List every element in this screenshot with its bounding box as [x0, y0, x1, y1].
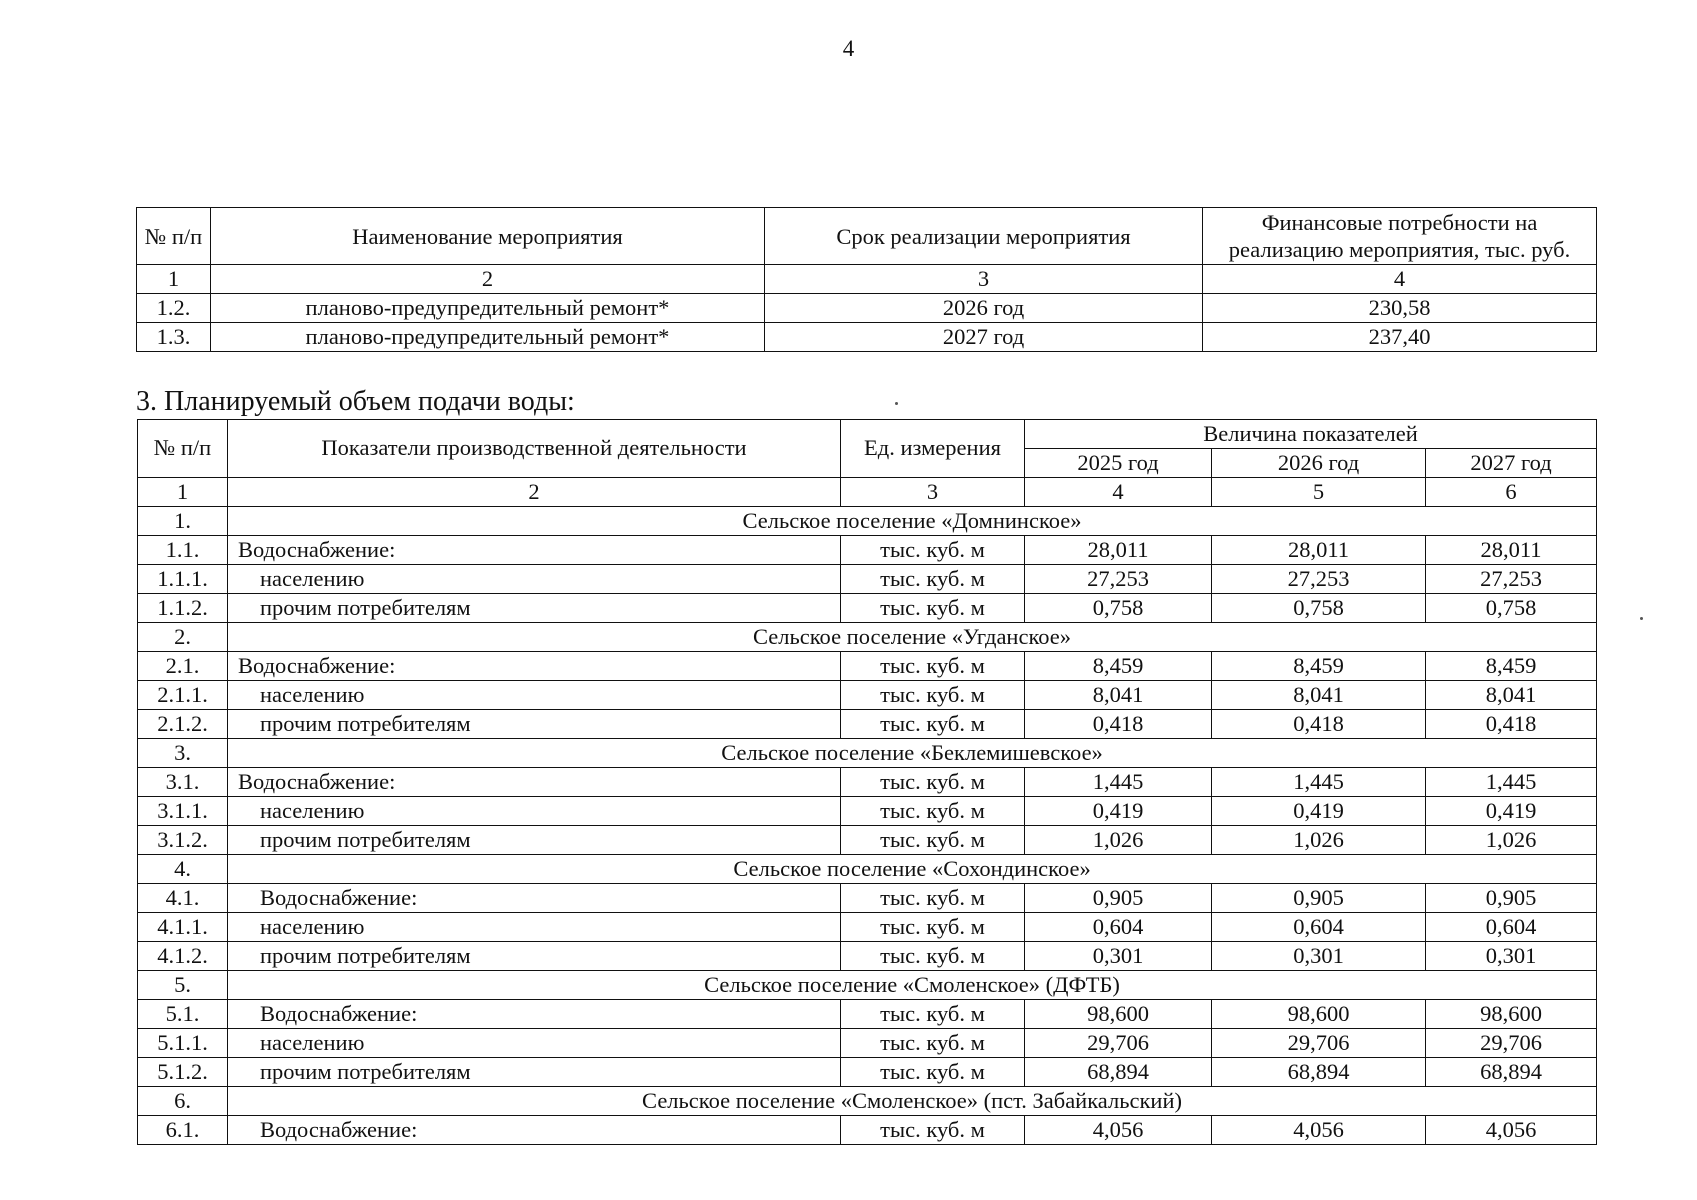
table-row — [138, 1116, 1597, 1145]
section-title-cell: Сельское поселение «Смоленское» (пст. Забайкальский) — [228, 1087, 1597, 1116]
table-row — [138, 768, 1597, 797]
header-unit: Ед. измерения — [841, 420, 1025, 478]
header-values-group: Величина показателей — [1025, 420, 1597, 449]
row-unit: тыс. куб. м — [841, 942, 1025, 971]
row-value-2025: 8,459 — [1025, 652, 1212, 681]
row-value-2026: 0,905 — [1212, 884, 1426, 913]
section-row — [138, 739, 1597, 768]
col-number: 4 — [1203, 265, 1597, 294]
row-value-2026: 1,445 — [1212, 768, 1426, 797]
row-value-2027: 28,011 — [1426, 536, 1597, 565]
row-term: 2026 год — [765, 294, 1203, 323]
row-unit: тыс. куб. м — [841, 681, 1025, 710]
row-value-2027: 4,056 — [1426, 1116, 1597, 1145]
row-name: планово-предупредительный ремонт* — [211, 323, 765, 352]
table-row — [138, 884, 1597, 913]
section-title-cell: Сельское поселение «Сохондинское» — [228, 855, 1597, 884]
row-num: 2. — [138, 623, 228, 652]
col-number: 1 — [137, 265, 211, 294]
scan-speck — [1640, 617, 1643, 620]
row-term: 2027 год — [765, 323, 1203, 352]
row-num: 1.2. — [137, 294, 211, 323]
section-row — [138, 1087, 1597, 1116]
row-unit: тыс. куб. м — [841, 710, 1025, 739]
table-row — [138, 536, 1597, 565]
header-num: № п/п — [138, 420, 228, 478]
row-label: прочим потребителям — [228, 594, 841, 623]
header-term: Срок реализации мероприятия — [765, 208, 1203, 265]
row-unit: тыс. куб. м — [841, 652, 1025, 681]
row-value-2027: 0,301 — [1426, 942, 1597, 971]
row-value-2026: 27,253 — [1212, 565, 1426, 594]
row-num: 3.1.2. — [138, 826, 228, 855]
water-supply-table — [137, 419, 1597, 1145]
scan-speck — [895, 402, 898, 405]
row-value-2027: 0,905 — [1426, 884, 1597, 913]
row-unit: тыс. куб. м — [841, 1116, 1025, 1145]
events-table-header — [137, 208, 1597, 265]
row-label: населению — [228, 565, 841, 594]
header-year: 2025 год — [1025, 449, 1212, 478]
row-value-2026: 0,301 — [1212, 942, 1426, 971]
row-num: 2.1. — [138, 652, 228, 681]
row-num: 1.1.1. — [138, 565, 228, 594]
row-label: населению — [228, 797, 841, 826]
row-value-2026: 8,459 — [1212, 652, 1426, 681]
row-unit: тыс. куб. м — [841, 565, 1025, 594]
row-num: 1.1. — [138, 536, 228, 565]
row-value-2027: 0,758 — [1426, 594, 1597, 623]
row-label: Водоснабжение: — [228, 652, 841, 681]
row-value-2025: 4,056 — [1025, 1116, 1212, 1145]
table-row — [138, 826, 1597, 855]
table-row — [138, 942, 1597, 971]
row-num: 3. — [138, 739, 228, 768]
row-value-2025: 0,905 — [1025, 884, 1212, 913]
row-value-2027: 1,445 — [1426, 768, 1597, 797]
table-row — [138, 1000, 1597, 1029]
events-table — [136, 207, 1597, 352]
row-value-2027: 1,026 — [1426, 826, 1597, 855]
row-value-2026: 0,419 — [1212, 797, 1426, 826]
section-title-cell: Сельское поселение «Смоленское» (ДФТБ) — [228, 971, 1597, 1000]
col-number: 4 — [1025, 478, 1212, 507]
section-row — [138, 855, 1597, 884]
section-title-cell: Сельское поселение «Угданское» — [228, 623, 1597, 652]
row-value-2026: 68,894 — [1212, 1058, 1426, 1087]
row-unit: тыс. куб. м — [841, 1029, 1025, 1058]
section-row — [138, 623, 1597, 652]
row-value-2027: 27,253 — [1426, 565, 1597, 594]
row-num: 4.1.2. — [138, 942, 228, 971]
table-row — [138, 1029, 1597, 1058]
table-row — [138, 1058, 1597, 1087]
row-value-2027: 68,894 — [1426, 1058, 1597, 1087]
row-value-2025: 98,600 — [1025, 1000, 1212, 1029]
row-label: Водоснабжение: — [228, 768, 841, 797]
col-number: 3 — [841, 478, 1025, 507]
row-num: 4. — [138, 855, 228, 884]
row-value-2025: 1,445 — [1025, 768, 1212, 797]
row-value-2025: 0,301 — [1025, 942, 1212, 971]
header-year: 2026 год — [1212, 449, 1426, 478]
water-table-body — [138, 507, 1597, 1145]
row-value-2025: 29,706 — [1025, 1029, 1212, 1058]
row-value-2025: 68,894 — [1025, 1058, 1212, 1087]
row-value-2026: 98,600 — [1212, 1000, 1426, 1029]
row-finance: 237,40 — [1203, 323, 1597, 352]
col-number: 2 — [211, 265, 765, 294]
header-finance: Финансовые потребности на реализацию мероприятия, тыс. руб. — [1203, 208, 1597, 265]
row-label: населению — [228, 681, 841, 710]
row-unit: тыс. куб. м — [841, 536, 1025, 565]
row-label: прочим потребителям — [228, 710, 841, 739]
row-num: 5.1. — [138, 1000, 228, 1029]
row-value-2027: 0,604 — [1426, 913, 1597, 942]
row-num: 2.1.1. — [138, 681, 228, 710]
table-row — [138, 681, 1597, 710]
table-row — [138, 565, 1597, 594]
section-title-cell: Сельское поселение «Беклемишевское» — [228, 739, 1597, 768]
row-num: 3.1. — [138, 768, 228, 797]
row-value-2026: 0,758 — [1212, 594, 1426, 623]
row-label: Водоснабжение: — [228, 1000, 841, 1029]
row-value-2026: 0,418 — [1212, 710, 1426, 739]
col-number: 6 — [1426, 478, 1597, 507]
row-value-2026: 4,056 — [1212, 1116, 1426, 1145]
row-value-2025: 0,419 — [1025, 797, 1212, 826]
row-num: 6. — [138, 1087, 228, 1116]
row-value-2027: 0,418 — [1426, 710, 1597, 739]
col-number: 5 — [1212, 478, 1426, 507]
row-num: 5.1.1. — [138, 1029, 228, 1058]
row-value-2026: 28,011 — [1212, 536, 1426, 565]
row-finance: 230,58 — [1203, 294, 1597, 323]
row-label: прочим потребителям — [228, 942, 841, 971]
row-value-2026: 0,604 — [1212, 913, 1426, 942]
row-num: 4.1.1. — [138, 913, 228, 942]
row-value-2025: 0,418 — [1025, 710, 1212, 739]
row-label: Водоснабжение: — [228, 536, 841, 565]
row-value-2027: 98,600 — [1426, 1000, 1597, 1029]
row-label: населению — [228, 913, 841, 942]
row-num: 1. — [138, 507, 228, 536]
section-title-cell: Сельское поселение «Домнинское» — [228, 507, 1597, 536]
header-year: 2027 год — [1426, 449, 1597, 478]
row-unit: тыс. куб. м — [841, 884, 1025, 913]
row-value-2027: 0,419 — [1426, 797, 1597, 826]
section-row — [138, 507, 1597, 536]
row-num: 2.1.2. — [138, 710, 228, 739]
water-table-col-numbers — [138, 478, 1597, 507]
col-number: 1 — [138, 478, 228, 507]
events-table-col-numbers — [137, 265, 1597, 294]
water-table-header — [138, 420, 1597, 449]
row-label: Водоснабжение: — [228, 1116, 841, 1145]
col-number: 2 — [228, 478, 841, 507]
row-value-2027: 29,706 — [1426, 1029, 1597, 1058]
header-num: № п/п — [137, 208, 211, 265]
row-label: Водоснабжение: — [228, 884, 841, 913]
table-row — [137, 294, 1597, 323]
row-name: планово-предупредительный ремонт* — [211, 294, 765, 323]
row-unit: тыс. куб. м — [841, 797, 1025, 826]
table-row — [138, 797, 1597, 826]
row-value-2025: 1,026 — [1025, 826, 1212, 855]
header-name: Наименование мероприятия — [211, 208, 765, 265]
row-value-2027: 8,459 — [1426, 652, 1597, 681]
row-value-2025: 8,041 — [1025, 681, 1212, 710]
row-num: 4.1. — [138, 884, 228, 913]
table-row — [138, 913, 1597, 942]
row-num: 1.3. — [137, 323, 211, 352]
row-value-2025: 28,011 — [1025, 536, 1212, 565]
row-value-2026: 8,041 — [1212, 681, 1426, 710]
row-label: населению — [228, 1029, 841, 1058]
row-value-2026: 1,026 — [1212, 826, 1426, 855]
table-row — [138, 652, 1597, 681]
table-row — [137, 323, 1597, 352]
row-label: прочим потребителям — [228, 1058, 841, 1087]
row-value-2026: 29,706 — [1212, 1029, 1426, 1058]
table-row — [138, 710, 1597, 739]
row-unit: тыс. куб. м — [841, 913, 1025, 942]
section-row — [138, 971, 1597, 1000]
header-indicator: Показатели производственной деятельности — [228, 420, 841, 478]
row-num: 5.1.2. — [138, 1058, 228, 1087]
row-value-2025: 27,253 — [1025, 565, 1212, 594]
row-num: 3.1.1. — [138, 797, 228, 826]
row-unit: тыс. куб. м — [841, 1000, 1025, 1029]
row-value-2025: 0,604 — [1025, 913, 1212, 942]
row-unit: тыс. куб. м — [841, 1058, 1025, 1087]
row-value-2027: 8,041 — [1426, 681, 1597, 710]
section-title: 3. Планируемый объем подачи воды: — [136, 386, 575, 417]
row-unit: тыс. куб. м — [841, 826, 1025, 855]
row-num: 6.1. — [138, 1116, 228, 1145]
table-row — [138, 594, 1597, 623]
row-num: 5. — [138, 971, 228, 1000]
row-unit: тыс. куб. м — [841, 768, 1025, 797]
row-num: 1.1.2. — [138, 594, 228, 623]
page-number: 4 — [842, 36, 855, 61]
row-unit: тыс. куб. м — [841, 594, 1025, 623]
row-value-2025: 0,758 — [1025, 594, 1212, 623]
col-number: 3 — [765, 265, 1203, 294]
row-label: прочим потребителям — [228, 826, 841, 855]
